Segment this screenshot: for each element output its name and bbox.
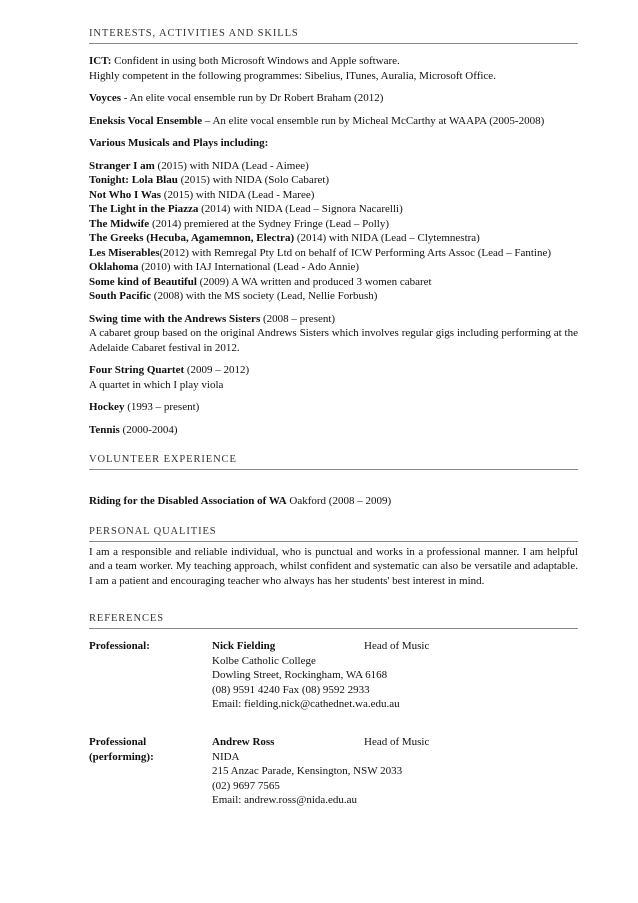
reference-line: (08) 9591 4240 Fax (08) 9592 2933: [212, 683, 370, 696]
quartet-dates: (2009 – 2012): [184, 364, 250, 376]
musical-title: Some kind of Beautiful: [89, 275, 197, 288]
swing-entry: [89, 312, 578, 327]
eneksis-entry: [89, 114, 578, 129]
reference-label-line2: (performing):: [89, 750, 154, 763]
reference-name: Andrew Ross: [212, 736, 275, 748]
musical-detail: (2010) with IAJ International (Lead - Ado Annie): [138, 261, 360, 273]
musical-title: The Midwife: [89, 217, 150, 230]
musicals-heading: [89, 136, 578, 151]
reference-role: Head of Music: [364, 640, 430, 652]
reference-details: [212, 735, 578, 808]
hockey-dates: (1993 – present): [124, 401, 200, 413]
eneksis-title: Eneksis Vocal Ensemble: [89, 114, 203, 127]
swing-title: Swing time with the Andrews Sisters: [89, 312, 261, 325]
swing-description: A cabaret group based on the original Andrews Sisters which involves regular gigs including performing at the Adelaide Cabaret festival in 2012.: [89, 327, 578, 354]
musical-title: Stranger I am: [89, 159, 155, 172]
volunteer-detail: Oakford (2008 – 2009): [286, 495, 392, 507]
volunteer-entry: [89, 494, 578, 509]
reference-entry-1: [89, 639, 578, 710]
resume-content: [89, 27, 578, 806]
reference-entry-2: [89, 735, 578, 806]
reference-name: Nick Fielding: [212, 640, 276, 652]
musical-detail: (2014) with NIDA (Lead – Clytemnestra): [294, 232, 480, 244]
list-item: [89, 202, 578, 217]
reference-label-line1: Professional: [89, 736, 147, 748]
section-heading-references: REFERENCES: [89, 612, 578, 629]
reference-label: [89, 735, 204, 764]
musical-title: The Light in the Piazza: [89, 203, 199, 215]
musical-detail: (2014) with NIDA (Lead – Signora Nacarelli): [198, 203, 403, 215]
quartet-entry: [89, 363, 578, 378]
tennis-entry: [89, 423, 578, 438]
swing-dates: (2008 – present): [260, 312, 336, 325]
voyces-text: - An elite vocal ensemble run by Dr Robert Braham (2012): [120, 92, 384, 104]
list-item: [89, 289, 578, 304]
musical-title: Tonight: Lola Blau: [89, 174, 178, 186]
musical-detail: (2008) with the MS society (Lead, Nellie Forbush): [151, 290, 378, 302]
tennis-title: Tennis: [89, 423, 120, 436]
hockey-entry: [89, 400, 578, 415]
quartet-title: Four String Quartet: [89, 364, 185, 376]
ict-label: ICT:: [89, 55, 112, 67]
ict-entry: [89, 54, 578, 69]
reference-email: Email: fielding.nick@cathednet.wa.edu.au: [212, 698, 400, 710]
reference-line: 215 Anzac Parade, Kensington, NSW 2033: [212, 765, 403, 777]
list-item: [89, 246, 578, 261]
personal-qualities-text: I am a responsible and reliable individual, who is punctual and works in a professional manner. I am helpful and a team worker. My teaching approach, whilst confident and systematic can also be versatile and adaptable. I am a patient and encouraging teacher who always has her students' best interest in mind.: [89, 545, 578, 587]
volunteer-title: Riding for the Disabled Association of WA: [89, 495, 287, 507]
list-item: [89, 260, 578, 275]
list-item: [89, 217, 578, 232]
section-heading-personal: PERSONAL QUALITIES: [89, 525, 578, 542]
list-item: [89, 173, 578, 188]
section-heading-interests: INTERESTS, ACTIVITIES AND SKILLS: [89, 27, 578, 44]
reference-line: Dowling Street, Rockingham, WA 6168: [212, 669, 388, 681]
musical-title: South Pacific: [89, 290, 152, 302]
musical-detail: (2012) with Remregal Pty Ltd on behalf of ICW Performing Arts Assoc (Lead – Fantine): [159, 246, 552, 259]
musical-title: The Greeks (Hecuba, Agamemnon, Electra): [89, 232, 295, 244]
musical-detail: (2015) with NIDA (Lead - Aimee): [154, 159, 309, 172]
ict-line1: Confident in using both Microsoft Windows and Apple software.: [111, 55, 400, 67]
tennis-dates: (2000-2004): [119, 423, 178, 436]
reference-email: Email: andrew.ross@nida.edu.au: [212, 794, 358, 806]
reference-line: Kolbe Catholic College: [212, 654, 316, 667]
musical-detail: (2014) premiered at the Sydney Fringe (Lead – Polly): [149, 217, 390, 230]
list-item: [89, 275, 578, 290]
reference-details: [212, 639, 578, 712]
reference-line: NIDA: [212, 750, 240, 763]
musical-detail: (2009) A WA written and produced 3 women cabaret: [196, 275, 432, 288]
list-item: [89, 188, 578, 203]
musical-detail: (2015) with NIDA (Solo Cabaret): [177, 174, 330, 186]
reference-role: Head of Music: [364, 736, 430, 748]
musicals-heading-text: Various Musicals and Plays including:: [89, 137, 269, 149]
eneksis-text: – An elite vocal ensemble run by Micheal McCarthy at WAAPA (2005-2008): [202, 114, 545, 127]
hockey-title: Hockey: [89, 401, 125, 413]
musical-title: Oklahoma: [89, 261, 139, 273]
musicals-list: [89, 159, 578, 304]
reference-label-line1: Professional:: [89, 640, 150, 652]
musical-title: Not Who I Was: [89, 188, 162, 201]
quartet-description: A quartet in which I play viola: [89, 378, 224, 391]
musical-detail: (2015) with NIDA (Lead - Maree): [161, 188, 315, 201]
list-item: [89, 159, 578, 174]
reference-label: [89, 639, 204, 654]
ict-line2: Highly competent in the following programmes: Sibelius, ITunes, Auralia, Microsoft Office.: [89, 69, 496, 82]
reference-line: (02) 9697 7565: [212, 779, 280, 792]
voyces-entry: [89, 91, 578, 106]
musical-title: Les Miserables: [89, 246, 160, 259]
voyces-title: Voyces: [89, 92, 121, 104]
list-item: [89, 231, 578, 246]
section-heading-volunteer: VOLUNTEER EXPERIENCE: [89, 453, 578, 470]
